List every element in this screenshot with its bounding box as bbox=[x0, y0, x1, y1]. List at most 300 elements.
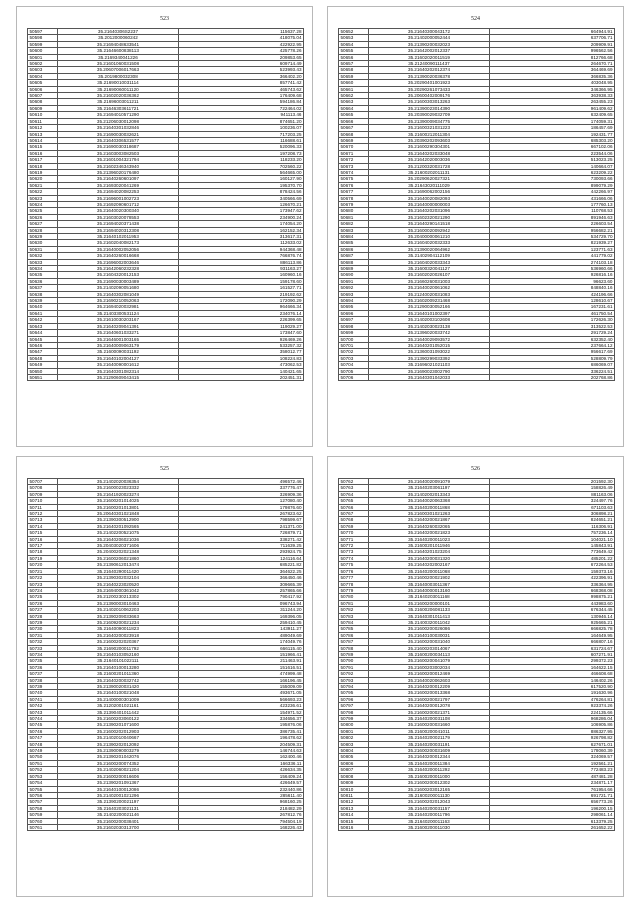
reference-cell: 35.21600200013368 bbox=[369, 690, 489, 696]
amount-cell: 173847.60 bbox=[178, 330, 303, 336]
reference-cell: 35.21640260032065 bbox=[369, 523, 489, 529]
amount-cell: 637706.71 bbox=[489, 35, 614, 41]
amount-cell: 899079.29 bbox=[489, 182, 614, 188]
reference-cell: 35.21640206021036 bbox=[58, 536, 178, 542]
reference-cell: 35.21600203012165 bbox=[369, 786, 489, 792]
record-id-cell: 50799 bbox=[339, 716, 369, 722]
reference-cell: 35.21690030003489 bbox=[58, 278, 178, 284]
table-row bbox=[28, 374, 304, 380]
reference-cell: 35.21640103052160 bbox=[58, 651, 178, 657]
record-id-cell: 50615 bbox=[28, 144, 58, 150]
amount-cell: 465743.62 bbox=[178, 86, 303, 92]
reference-cell: 35.21600206021860 bbox=[58, 555, 178, 561]
amount-cell: 169396.05 bbox=[178, 613, 303, 619]
amount-cell: 533257.32 bbox=[178, 342, 303, 348]
reference-cell: 35.21390209033663 bbox=[58, 613, 178, 619]
record-id-cell: 50708 bbox=[28, 485, 58, 491]
reference-cell: 35.21290030052166 bbox=[369, 304, 489, 310]
record-id-cell: 50814 bbox=[339, 812, 369, 818]
page-number: 523 bbox=[160, 16, 169, 22]
reference-cell: 35.21600203014067 bbox=[369, 645, 489, 651]
reference-cell: 35.21390299033392 bbox=[369, 355, 489, 361]
record-id-cell: 50741 bbox=[28, 696, 58, 702]
amount-cell: 126670.21 bbox=[178, 201, 303, 207]
reference-cell: 35.21600321031223 bbox=[369, 125, 489, 131]
amount-cell: 473062.53 bbox=[178, 362, 303, 368]
record-id-cell: 50633 bbox=[28, 259, 58, 265]
amount-cell: 766876.74 bbox=[178, 253, 303, 259]
amount-cell: 119029.27 bbox=[178, 323, 303, 329]
record-id-cell: 50677 bbox=[339, 189, 369, 195]
reference-cell: 35.21601060031508 bbox=[58, 61, 178, 67]
amount-cell: 726879.71 bbox=[178, 530, 303, 536]
record-id-cell: 50662 bbox=[339, 93, 369, 99]
record-id-cell: 50784 bbox=[339, 619, 369, 625]
amount-cell: 100236.07 bbox=[178, 125, 303, 131]
record-id-cell: 50604 bbox=[28, 73, 58, 79]
record-id-cell: 50797 bbox=[339, 703, 369, 709]
amount-cell: 232440.86 bbox=[178, 786, 303, 792]
record-id-cell: 50637 bbox=[28, 285, 58, 291]
record-id-cell: 50678 bbox=[339, 195, 369, 201]
amount-cell: 426649.57 bbox=[178, 780, 303, 786]
reference-cell: 35.21600200034113 bbox=[369, 651, 489, 657]
reference-cell: 35.21600290304301 bbox=[369, 144, 489, 150]
reference-cell: 35.21240020031083 bbox=[369, 291, 489, 297]
reference-cell: 35.21640301042033 bbox=[369, 374, 489, 380]
reference-cell: 35.21690030032621 bbox=[58, 131, 178, 137]
reference-cell: 35.21640290011420 bbox=[58, 568, 178, 574]
record-id-cell: 50813 bbox=[339, 805, 369, 811]
reference-cell: 35.21390020064962 bbox=[369, 246, 489, 252]
record-id-cell: 50747 bbox=[28, 735, 58, 741]
record-id-cell: 50787 bbox=[339, 639, 369, 645]
record-id-cell: 50759 bbox=[28, 812, 58, 818]
record-id-cell: 50625 bbox=[28, 208, 58, 214]
amount-cell: 159373.16 bbox=[489, 568, 614, 574]
amount-cell: 299372.23 bbox=[489, 658, 614, 664]
record-id-cell: 50682 bbox=[339, 221, 369, 227]
record-id-cell: 50659 bbox=[339, 73, 369, 79]
ledger-table bbox=[27, 478, 304, 831]
amount-cell: 186457.69 bbox=[489, 125, 614, 131]
record-id-cell: 50777 bbox=[339, 575, 369, 581]
amount-cell: 164649.95 bbox=[489, 632, 614, 638]
record-id-cell: 50632 bbox=[28, 253, 58, 259]
reference-cell: 35.21402200021146 bbox=[58, 812, 178, 818]
reference-cell: 35.21694020082253 bbox=[58, 189, 178, 195]
document-page bbox=[16, 456, 313, 897]
record-id-cell: 50726 bbox=[28, 600, 58, 606]
reference-cell: 35.20390029032709 bbox=[369, 112, 489, 118]
record-id-cell: 50808 bbox=[339, 773, 369, 779]
amount-cell: 96623.60 bbox=[489, 278, 614, 284]
reference-cell: 35.21696021021103 bbox=[369, 362, 489, 368]
record-id-cell: 50760 bbox=[28, 818, 58, 824]
reference-cell: 35.21602020011519 bbox=[369, 54, 489, 60]
record-id-cell: 50670 bbox=[339, 144, 369, 150]
record-id-cell: 50669 bbox=[339, 137, 369, 143]
reference-cell: 35.21390300512900 bbox=[58, 517, 178, 523]
amount-cell: 158826.49 bbox=[489, 485, 614, 491]
amount-cell: 267823.62 bbox=[178, 511, 303, 517]
reference-cell: 35.21609200021234 bbox=[58, 619, 178, 625]
document-page bbox=[327, 456, 624, 897]
ledger-table bbox=[338, 478, 615, 831]
record-id-cell: 50640 bbox=[28, 304, 58, 310]
record-id-cell: 50605 bbox=[28, 80, 58, 86]
amount-cell: 881163.06 bbox=[489, 491, 614, 497]
record-id-cell: 50683 bbox=[339, 227, 369, 233]
reference-cell: 35.21640100013280 bbox=[58, 664, 178, 670]
amount-cell: 926469.26 bbox=[178, 336, 303, 342]
amount-cell: 192561.21 bbox=[489, 760, 614, 766]
amount-cell: 173947.62 bbox=[178, 208, 303, 214]
reference-cell: 35.21640020300340 bbox=[58, 208, 178, 214]
amount-cell: 564665.00 bbox=[178, 169, 303, 175]
amount-cell: 672264.53 bbox=[489, 562, 614, 568]
reference-cell: 35.21600200038401 bbox=[58, 818, 178, 824]
reference-cell: 35.21390200021197 bbox=[58, 799, 178, 805]
amount-cell: 224135.66 bbox=[489, 709, 614, 715]
record-id-cell: 50781 bbox=[339, 600, 369, 606]
amount-cell: 197208.73 bbox=[178, 150, 303, 156]
amount-cell: 159178.60 bbox=[178, 278, 303, 284]
record-id-cell: 50672 bbox=[339, 157, 369, 163]
record-id-cell: 50794 bbox=[339, 684, 369, 690]
table-row bbox=[28, 824, 304, 830]
record-id-cell: 50716 bbox=[28, 536, 58, 542]
record-id-cell: 50718 bbox=[28, 549, 58, 555]
amount-cell: 968160.25 bbox=[178, 799, 303, 805]
record-id-cell: 50603 bbox=[28, 67, 58, 73]
reference-cell: 35.21640020061062 bbox=[369, 285, 489, 291]
reference-cell: 35.21640102004127 bbox=[58, 355, 178, 361]
record-id-cell: 50761 bbox=[28, 824, 58, 830]
reference-cell: 35.21696003011211 bbox=[58, 99, 178, 105]
record-id-cell: 50790 bbox=[339, 658, 369, 664]
reference-cell: 35.21640202031096 bbox=[369, 208, 489, 214]
record-id-cell: 50648 bbox=[28, 355, 58, 361]
amount-cell: 223544.06 bbox=[489, 150, 614, 156]
record-id-cell: 50597 bbox=[28, 29, 58, 35]
amount-cell: 140421.65 bbox=[178, 368, 303, 374]
amount-cell: 886327.95 bbox=[489, 728, 614, 734]
reference-cell: 35.21390090003279 bbox=[58, 748, 178, 754]
amount-cell: 211463.91 bbox=[178, 658, 303, 664]
record-id-cell: 50775 bbox=[339, 562, 369, 568]
reference-cell: 35.21640201092565 bbox=[58, 523, 178, 529]
amount-cell: 878424.56 bbox=[178, 189, 303, 195]
reference-cell: 35.21402002013343 bbox=[369, 491, 489, 497]
amount-cell: 422396.91 bbox=[489, 575, 614, 581]
amount-cell: 174059.31 bbox=[489, 118, 614, 124]
amount-cell: 363938.33 bbox=[489, 93, 614, 99]
record-id-cell: 50610 bbox=[28, 112, 58, 118]
reference-cell: 35.21402030023138 bbox=[369, 323, 489, 329]
reference-cell: 35.21640020062603 bbox=[369, 677, 489, 683]
reference-cell: 35.21690210052063 bbox=[58, 298, 178, 304]
reference-cell: 35.21600200021902 bbox=[369, 575, 489, 581]
record-id-cell: 50793 bbox=[339, 677, 369, 683]
record-id-cell: 50727 bbox=[28, 607, 58, 613]
amount-cell: 423236.61 bbox=[178, 703, 303, 709]
amount-cell: 944368.48 bbox=[178, 246, 303, 252]
reference-cell: 35.21600203002034 bbox=[369, 664, 489, 670]
record-id-cell: 50687 bbox=[339, 253, 369, 259]
reference-cell: 35.21600202012903 bbox=[58, 728, 178, 734]
record-id-cell: 50780 bbox=[339, 594, 369, 600]
amount-cell: 192431.77 bbox=[489, 131, 614, 137]
record-id-cell: 50639 bbox=[28, 298, 58, 304]
amount-cell: 609714.49 bbox=[178, 61, 303, 67]
record-id-cell: 50650 bbox=[28, 368, 58, 374]
reference-cell: 35.20390202093603 bbox=[369, 137, 489, 143]
reference-cell: 35.21360031093022 bbox=[369, 349, 489, 355]
record-id-cell: 50627 bbox=[28, 221, 58, 227]
record-id-cell: 50656 bbox=[339, 54, 369, 60]
amount-cell: 174054.20 bbox=[178, 221, 303, 227]
record-id-cell: 50796 bbox=[339, 696, 369, 702]
record-id-cell: 50745 bbox=[28, 722, 58, 728]
reference-cell: 35.21690030318687 bbox=[58, 144, 178, 150]
reference-cell: 35.21390302032104 bbox=[58, 575, 178, 581]
amount-cell: 886113.86 bbox=[178, 259, 303, 265]
record-id-cell: 50619 bbox=[28, 169, 58, 175]
record-id-cell: 50631 bbox=[28, 246, 58, 252]
reference-cell: 35.21640200021179 bbox=[369, 735, 489, 741]
reference-cell: 35.21641920023274 bbox=[58, 491, 178, 497]
amount-cell: 326909.36 bbox=[178, 491, 303, 497]
page-number: 524 bbox=[471, 16, 480, 22]
record-id-cell: 50622 bbox=[28, 189, 58, 195]
record-id-cell: 50736 bbox=[28, 664, 58, 670]
reference-cell: 35.21690200011792 bbox=[58, 645, 178, 651]
amount-cell: 656773.26 bbox=[489, 799, 614, 805]
record-id-cell: 50757 bbox=[28, 799, 58, 805]
reference-cell: 35.21600090031192 bbox=[58, 349, 178, 355]
reference-cell: 35.2019800032308 bbox=[58, 73, 178, 79]
reference-cell: 35.21640201052015 bbox=[369, 342, 489, 348]
reference-cell: 35.21390003010463 bbox=[58, 600, 178, 606]
record-id-cell: 50710 bbox=[28, 498, 58, 504]
reference-cell: 35.21640101022111 bbox=[58, 658, 178, 664]
record-id-cell: 50728 bbox=[28, 613, 58, 619]
amount-cell: 145843.91 bbox=[489, 543, 614, 549]
record-id-cell: 50778 bbox=[339, 581, 369, 587]
amount-cell: 923374.26 bbox=[489, 703, 614, 709]
reference-cell: 35.21600200016606 bbox=[58, 773, 178, 779]
record-id-cell: 50806 bbox=[339, 760, 369, 766]
record-id-cell: 50649 bbox=[28, 362, 58, 368]
reference-cell: 35.21400000301009 bbox=[58, 696, 178, 702]
record-id-cell: 50609 bbox=[28, 105, 58, 111]
record-id-cell: 50681 bbox=[339, 214, 369, 220]
reference-cell: 35.21600200011000 bbox=[369, 773, 489, 779]
amount-cell: 667102.06 bbox=[489, 144, 614, 150]
record-id-cell: 50707 bbox=[28, 479, 58, 485]
reference-cell: 35.21402020036354 bbox=[58, 479, 178, 485]
reference-cell: 35.21646001003165 bbox=[58, 336, 178, 342]
reference-cell: 35.21646600838113 bbox=[58, 48, 178, 54]
record-id-cell: 50744 bbox=[28, 716, 58, 722]
amount-cell: 219192.62 bbox=[178, 291, 303, 297]
record-id-cell: 50626 bbox=[28, 214, 58, 220]
amount-cell: 443983.60 bbox=[489, 600, 614, 606]
record-id-cell: 50810 bbox=[339, 786, 369, 792]
reference-cell: 35.21602020026107 bbox=[369, 272, 489, 278]
reference-cell: 35.20600402009176 bbox=[369, 93, 489, 99]
amount-cell: 536960.66 bbox=[489, 266, 614, 272]
document-page bbox=[327, 6, 624, 447]
record-id-cell: 50720 bbox=[28, 562, 58, 568]
reference-cell: 35.21601004321794 bbox=[58, 157, 178, 163]
record-id-cell: 50812 bbox=[339, 799, 369, 805]
ledger-table bbox=[338, 28, 615, 381]
reference-cell: 35.21640200011292 bbox=[369, 767, 489, 773]
reference-cell: 35.21240090111437 bbox=[369, 61, 489, 67]
amount-cell: 127080.40 bbox=[178, 498, 303, 504]
reference-cell: 35.21640260016668 bbox=[58, 253, 178, 259]
amount-cell: 106905.86 bbox=[489, 722, 614, 728]
record-id-cell: 50723 bbox=[28, 581, 58, 587]
amount-cell: 263455.23 bbox=[489, 99, 614, 105]
reference-cell: 35.21640302081049 bbox=[58, 291, 178, 297]
reference-cell: 35.21600200031660 bbox=[369, 722, 489, 728]
reference-cell: 35.21390201091367 bbox=[58, 780, 178, 786]
reference-cell: 35.21600200011130 bbox=[369, 792, 489, 798]
amount-cell: 234076.14 bbox=[178, 310, 303, 316]
reference-cell: 35.21402060021204 bbox=[58, 767, 178, 773]
amount-cell: 313617.31 bbox=[178, 234, 303, 240]
amount-cell: 794504.19 bbox=[178, 818, 303, 824]
amount-cell: 702560.22 bbox=[178, 163, 303, 169]
record-id-cell: 50629 bbox=[28, 234, 58, 240]
amount-cell: 313522.53 bbox=[489, 323, 614, 329]
record-id-cell: 50673 bbox=[339, 163, 369, 169]
record-id-cell: 50714 bbox=[28, 523, 58, 529]
record-id-cell: 50807 bbox=[339, 767, 369, 773]
reference-cell: 35.21600200012469 bbox=[369, 671, 489, 677]
amount-cell: 422922.95 bbox=[178, 41, 303, 47]
reference-cell: 35.21642020003036 bbox=[369, 157, 489, 163]
reference-cell: 35.21402003102608 bbox=[369, 317, 489, 323]
amount-cell: 161527.71 bbox=[178, 285, 303, 291]
amount-cell: 124116.64 bbox=[178, 555, 303, 561]
record-id-cell: 50792 bbox=[339, 671, 369, 677]
amount-cell: 461750.54 bbox=[489, 310, 614, 316]
amount-cell: 116306.91 bbox=[489, 523, 614, 529]
reference-cell: 35.21640223020520 bbox=[58, 581, 178, 587]
amount-cell: 293924.75 bbox=[178, 549, 303, 555]
reference-cell: 35.21604020033343 bbox=[369, 259, 489, 265]
reference-cell: 35.21390612013474 bbox=[58, 562, 178, 568]
record-id-cell: 50712 bbox=[28, 511, 58, 517]
record-id-cell: 50755 bbox=[28, 786, 58, 792]
amount-cell: 623209.22 bbox=[489, 169, 614, 175]
amount-cell: 179876.60 bbox=[178, 504, 303, 510]
record-id-cell: 50691 bbox=[339, 278, 369, 284]
reference-cell: 35.21694010571290 bbox=[58, 112, 178, 118]
record-id-cell: 50815 bbox=[339, 818, 369, 824]
reference-cell: 35.21403300531124 bbox=[58, 310, 178, 316]
reference-cell: 35.21402200521075 bbox=[58, 530, 178, 536]
amount-cell: 160127.90 bbox=[178, 176, 303, 182]
record-id-cell: 50608 bbox=[28, 99, 58, 105]
record-id-cell: 50642 bbox=[28, 317, 58, 323]
reference-cell: 35.21390401011442 bbox=[58, 709, 178, 715]
reference-cell: 35.21640300043172 bbox=[369, 29, 489, 35]
reference-cell: 35.21690010031114 bbox=[58, 80, 178, 86]
record-id-cell: 50804 bbox=[339, 748, 369, 754]
record-id-cell: 50694 bbox=[339, 298, 369, 304]
reference-cell: 35.21600200011030 bbox=[369, 824, 489, 830]
amount-cell: 685303.20 bbox=[489, 137, 614, 143]
record-id-cell: 50740 bbox=[28, 690, 58, 696]
record-id-cell: 50766 bbox=[339, 504, 369, 510]
reference-cell: 35.21390200032023 bbox=[369, 41, 489, 47]
amount-cell: 366402.20 bbox=[178, 73, 303, 79]
amount-cell: 140664.07 bbox=[489, 163, 614, 169]
amount-cell: 632409.65 bbox=[489, 112, 614, 118]
record-id-cell: 50690 bbox=[339, 272, 369, 278]
reference-cell: 35.21640102011953 bbox=[58, 234, 178, 240]
record-id-cell: 50782 bbox=[339, 607, 369, 613]
record-id-cell: 50772 bbox=[339, 543, 369, 549]
amount-cell: 364469.69 bbox=[489, 67, 614, 73]
record-id-cell: 50607 bbox=[28, 93, 58, 99]
amount-cell: 476264.81 bbox=[489, 696, 614, 702]
reference-cell: 35.21600020092942 bbox=[369, 227, 489, 233]
amount-cell: 298061.14 bbox=[489, 812, 614, 818]
record-id-cell: 50770 bbox=[339, 530, 369, 536]
amount-cell: 151616.51 bbox=[178, 664, 303, 670]
reference-cell: 35.21600200021797 bbox=[369, 696, 489, 702]
reference-cell: 35.21610030203167 bbox=[58, 317, 178, 323]
amount-cell: 128610.67 bbox=[489, 298, 614, 304]
record-id-cell: 50613 bbox=[28, 131, 58, 137]
amount-cell: 956682.21 bbox=[489, 227, 614, 233]
record-id-cell: 50652 bbox=[339, 29, 369, 35]
reference-cell: 35.21640260601097 bbox=[58, 176, 178, 182]
reference-cell: 35.21640203011168 bbox=[369, 594, 489, 600]
amount-cell: 874651.20 bbox=[178, 118, 303, 124]
reference-cell: 35.21600301021263 bbox=[369, 511, 489, 517]
amount-cell: 334656.37 bbox=[178, 716, 303, 722]
record-id-cell: 50739 bbox=[28, 684, 58, 690]
reference-cell: 35.21640306531577 bbox=[58, 137, 178, 143]
amount-cell: 226603.54 bbox=[489, 221, 614, 227]
record-id-cell: 50809 bbox=[339, 780, 369, 786]
reference-cell: 35.21696002003646 bbox=[58, 259, 178, 265]
record-id-cell: 50801 bbox=[339, 728, 369, 734]
record-id-cell: 50671 bbox=[339, 150, 369, 156]
reference-cell: 35.21642002012337 bbox=[369, 48, 489, 54]
reference-cell: 35.21640003011367 bbox=[369, 581, 489, 587]
reference-cell: 35.21206030012098 bbox=[58, 118, 178, 124]
amount-cell: 931163.27 bbox=[178, 266, 303, 272]
reference-cell: 35.21390020036378 bbox=[369, 73, 489, 79]
amount-cell: 798599.67 bbox=[178, 517, 303, 523]
amount-cell: 666807.16 bbox=[489, 639, 614, 645]
amount-cell: 164622.15 bbox=[489, 664, 614, 670]
amount-cell: 676344.45 bbox=[489, 607, 614, 613]
amount-cell: 123771.63 bbox=[489, 246, 614, 252]
amount-cell: 773649.42 bbox=[489, 549, 614, 555]
amount-cell: 513023.25 bbox=[489, 157, 614, 163]
reference-cell: 35.21694020371438 bbox=[58, 221, 178, 227]
record-id-cell: 50749 bbox=[28, 748, 58, 754]
